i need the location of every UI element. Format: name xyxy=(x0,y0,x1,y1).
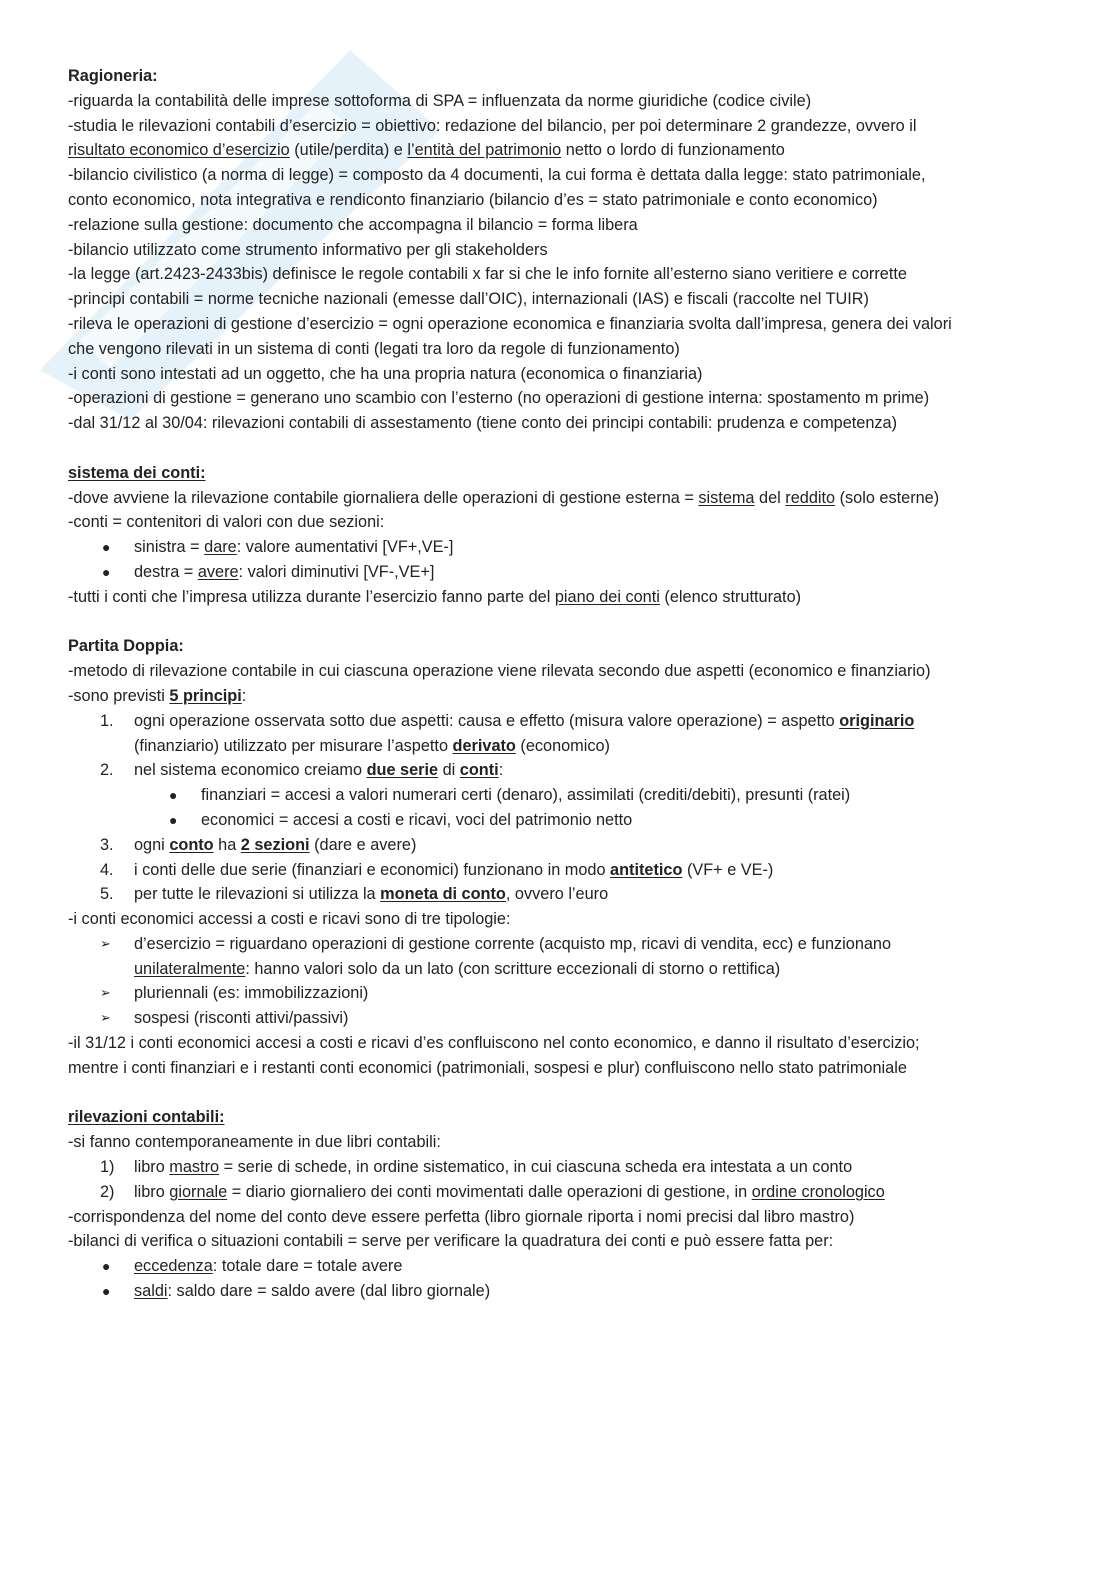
spacer xyxy=(68,610,1058,635)
text-span: del xyxy=(754,488,786,507)
underlined-term: saldi xyxy=(134,1282,168,1301)
underlined-term: ordine cronologico xyxy=(751,1182,885,1201)
text-span: i conti delle due serie (finanziari e economici) funzionano in modo xyxy=(134,860,611,879)
bullet-icon: ● xyxy=(169,787,178,804)
text-span: : xyxy=(498,761,504,780)
numbered-item xyxy=(68,1180,1058,1205)
underlined-term: avere xyxy=(197,562,239,581)
text-span: ogni xyxy=(134,835,170,854)
bullet-icon: ● xyxy=(102,539,111,556)
arrow-bullet-icon: ➢ xyxy=(100,1010,111,1026)
text-line: -operazioni di gestione = generano uno scambio con l’esterno (no operazioni di gestione interna: spostamento m prime) xyxy=(68,389,930,408)
emphasis-term: moneta di conto xyxy=(380,885,506,904)
section-title-ragioneria: Ragioneria: xyxy=(68,67,158,85)
spacer xyxy=(68,1081,1058,1106)
text-span: per tutte le rilevazioni si utilizza la xyxy=(134,885,381,904)
emphasis-term: 2 sezioni xyxy=(240,835,310,854)
underlined-term: risultato economico d’esercizio xyxy=(68,141,290,160)
text-line: -metodo di rilevazione contabile in cui ciascuna operazione viene rilevata secondo due aspetti (economico e finanziario) xyxy=(68,662,931,681)
text-line xyxy=(68,585,1058,610)
text-span: : xyxy=(241,686,247,705)
numbered-item xyxy=(68,758,1058,783)
numbered-item xyxy=(68,858,1058,883)
text-span: : saldo dare = saldo avere (dal libro giornale) xyxy=(167,1282,491,1301)
emphasis-term: antitetico xyxy=(610,860,683,879)
emphasis-term: 5 principi xyxy=(169,686,242,705)
text-span: : valore aumentativi [VF+,VE-] xyxy=(236,538,454,557)
text-span: = diario giornaliero dei conti movimentati dalle operazioni di gestione, in xyxy=(227,1182,752,1201)
text-line: -la legge (art.2423-2433bis) definisce le regole contabili x far si che le info fornite all’esterno siano veritiere e corrette xyxy=(68,265,907,284)
bullet-item xyxy=(68,808,1058,833)
text-line: -dal 31/12 al 30/04: rilevazioni contabili di assestamento (tiene conto dei principi contabili: prudenza e competenza) xyxy=(68,414,898,433)
underlined-term: mastro xyxy=(169,1158,220,1177)
text-span: nel sistema economico creiamo xyxy=(134,761,367,780)
text-line: conto economico, nota integrativa e rendiconto finanziario (bilancio d’es = stato patrimoniale e conto economico) xyxy=(68,190,878,209)
text-span: , ovvero l’euro xyxy=(505,885,609,904)
text-line: -bilancio civilistico (a norma di legge) = composto da 4 documenti, la cui forma è dettata dalla legge: stato patrimoniale, xyxy=(68,166,926,185)
text-span: destra = xyxy=(134,562,198,581)
text-span: (finanziario) utilizzato per misurare l’aspetto xyxy=(134,736,453,755)
text-span: di xyxy=(438,761,460,780)
item-number: 2) xyxy=(100,1182,115,1201)
item-number: 3. xyxy=(100,835,114,854)
text-span: -tutti i conti che l’impresa utilizza durante l’esercizio fanno parte del xyxy=(68,587,555,606)
text-line: -principi contabili = norme tecniche nazionali (emesse dall’OIC), internazionali (IAS) e fiscali (raccolte nel TUIR) xyxy=(68,290,869,309)
text-line: -conti = contenitori di valori con due sezioni: xyxy=(68,513,385,532)
emphasis-term: conti xyxy=(459,761,499,780)
text-line xyxy=(68,684,1058,709)
section-title-rilevazioni: rilevazioni contabili: xyxy=(68,1108,225,1127)
text-span: sospesi (risconti attivi/passivi) xyxy=(134,1009,349,1028)
bullet-item xyxy=(68,1279,1058,1304)
text-span: (economico) xyxy=(515,736,610,755)
underlined-term: unilateralmente xyxy=(134,959,246,978)
item-number: 2. xyxy=(100,761,114,780)
text-line: -i conti sono intestati ad un oggetto, che ha una propria natura (economica o finanziaria) xyxy=(68,364,703,383)
numbered-item xyxy=(68,709,1058,759)
arrow-item xyxy=(68,981,1058,1006)
item-number: 1. xyxy=(100,711,114,730)
text-span: pluriennali (es: immobilizzazioni) xyxy=(134,984,369,1003)
text-span: (dare e avere) xyxy=(309,835,417,854)
text-span: -sono previsti xyxy=(68,686,170,705)
text-span: (VF+ e VE-) xyxy=(682,860,774,879)
underlined-term: piano dei conti xyxy=(554,587,660,606)
text-span: ha xyxy=(213,835,241,854)
bullet-item xyxy=(68,535,1058,560)
text-span: -dove avviene la rilevazione contabile giornaliera delle operazioni di gestione esterna = xyxy=(68,488,699,507)
underlined-term: reddito xyxy=(785,488,836,507)
text-line: -rileva le operazioni di gestione d’esercizio = ogni operazione economica e finanziaria svolta dall’impresa, genera dei valori xyxy=(68,314,952,333)
text-line: -bilanci di verifica o situazioni contabili = serve per verificare la quadratura dei conti e può essere fatta per: xyxy=(68,1232,834,1251)
text-line: -il 31/12 i conti economici accesi a costi e ricavi d’es confluiscono nel conto economico, e danno il risultato d’esercizio; xyxy=(68,1034,920,1053)
section-title-partita-doppia: Partita Doppia: xyxy=(68,637,184,656)
text-span: : hanno valori solo da un lato (con scritture eccezionali di storno o rettifica) xyxy=(245,959,781,978)
text-line: -relazione sulla gestione: documento che accompagna il bilancio = forma libera xyxy=(68,215,638,234)
emphasis-term: derivato xyxy=(452,736,516,755)
arrow-bullet-icon: ➢ xyxy=(100,935,111,951)
bullet-item xyxy=(68,1254,1058,1279)
text-span: ogni operazione osservata sotto due aspetti: causa e effetto (misura valore operazione) = aspetto xyxy=(134,711,840,730)
bullet-icon: ● xyxy=(102,1283,111,1300)
text-line: -si fanno contemporaneamente in due libri contabili: xyxy=(68,1133,441,1152)
bullet-item xyxy=(68,560,1058,585)
text-span: finanziari = accesi a valori numerari certi (denaro), assimilati (crediti/debiti), presunti (ratei) xyxy=(201,786,851,805)
text-span: libro xyxy=(134,1182,170,1201)
underlined-term: eccedenza xyxy=(134,1257,213,1276)
text-line: -i conti economici accessi a costi e ricavi sono di tre tipologie: xyxy=(68,910,511,929)
arrow-item xyxy=(68,932,1058,982)
text-span: netto o lordo di funzionamento xyxy=(561,141,785,160)
underlined-term: l’entità del patrimonio xyxy=(407,141,562,160)
text-line xyxy=(68,486,1058,511)
document-page xyxy=(68,64,1058,1304)
bullet-icon: ● xyxy=(169,811,178,828)
arrow-item xyxy=(68,1006,1058,1031)
spacer xyxy=(68,436,1058,461)
text-span: (solo esterne) xyxy=(835,488,940,507)
underlined-term: dare xyxy=(204,538,237,557)
item-number: 5. xyxy=(100,885,114,904)
numbered-item xyxy=(68,1155,1058,1180)
underlined-term: sistema xyxy=(698,488,755,507)
bullet-icon: ● xyxy=(102,563,111,580)
text-line: -riguarda la contabilità delle imprese sottoforma di SPA = influenzata da norme giuridiche (codice civile) xyxy=(68,91,812,110)
text-span: sinistra = xyxy=(134,538,205,557)
text-span: libro xyxy=(134,1158,170,1177)
arrow-bullet-icon: ➢ xyxy=(100,985,111,1001)
text-span: : totale dare = totale avere xyxy=(212,1257,403,1276)
item-number: 1) xyxy=(100,1158,115,1177)
text-line: -corrispondenza del nome del conto deve essere perfetta (libro giornale riporta i nomi precisi dal libro mastro) xyxy=(68,1207,855,1226)
text-span: economici = accesi a costi e ricavi, voci del patrimonio netto xyxy=(201,810,633,829)
numbered-item xyxy=(68,882,1058,907)
bullet-item xyxy=(68,783,1058,808)
bullet-icon: ● xyxy=(102,1258,111,1275)
emphasis-term: originario xyxy=(839,711,915,730)
text-span: (utile/perdita) e xyxy=(289,141,408,160)
underlined-term: giornale xyxy=(169,1182,228,1201)
text-line: -studia le rilevazioni contabili d’esercizio = obiettivo: redazione del bilancio, per poi determinare 2 grandezze, ovvero il xyxy=(68,116,917,135)
text-line: -bilancio utilizzato come strumento informativo per gli stakeholders xyxy=(68,240,548,259)
numbered-item xyxy=(68,833,1058,858)
emphasis-term: conto xyxy=(169,835,214,854)
text-span: = serie di schede, in ordine sistematico, in cui ciascuna scheda era intestata a un conto xyxy=(219,1158,853,1177)
text-span: d’esercizio = riguardano operazioni di gestione corrente (acquisto mp, ricavi di vendita, ecc) e funzionano xyxy=(134,934,892,953)
text-line: mentre i conti finanziari e i restanti conti economici (patrimoniali, sospesi e plur) confluiscono nello stato patrimoniale xyxy=(68,1058,907,1077)
section-title-sistema: sistema dei conti: xyxy=(68,463,206,482)
text-line: che vengono rilevati in un sistema di conti (legati tra loro da regole di funzionamento) xyxy=(68,339,680,358)
text-span: (elenco strutturato) xyxy=(659,587,802,606)
item-number: 4. xyxy=(100,860,114,879)
text-line xyxy=(68,138,1058,163)
emphasis-term: due serie xyxy=(366,761,439,780)
text-span: : valori diminutivi [VF-,VE+] xyxy=(238,562,435,581)
